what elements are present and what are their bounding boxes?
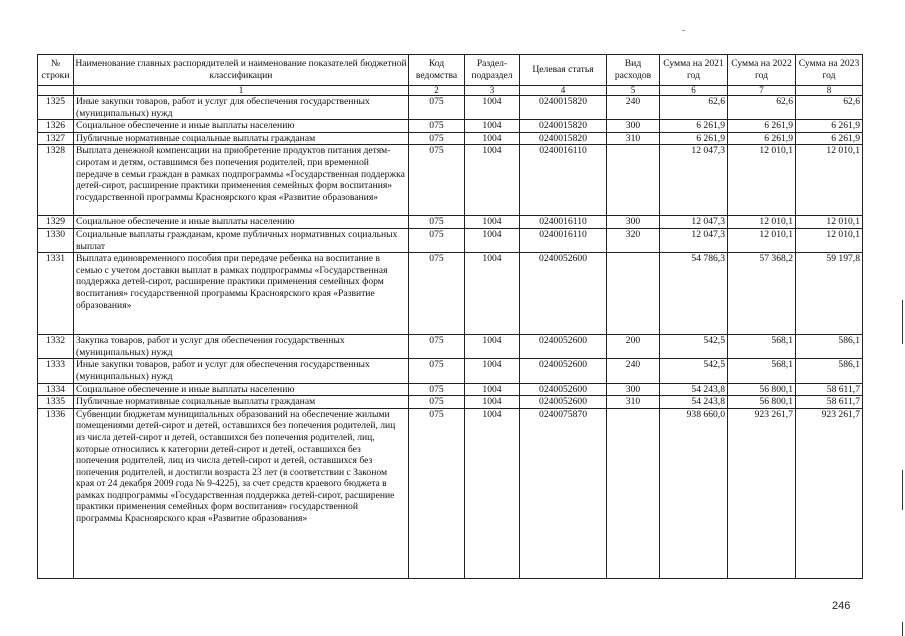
- row-section: 1004: [465, 145, 520, 216]
- table-row: [38, 359, 863, 383]
- table-row: [38, 132, 863, 145]
- row-number: 1327: [38, 132, 74, 145]
- row-sum-2021: 12 047,3: [660, 145, 728, 216]
- header-name: Наименование главных распорядителей и наименование показателей бюджетной классификации: [74, 55, 409, 86]
- row-kind: [607, 145, 660, 216]
- table-row: [38, 228, 863, 252]
- row-sum-2021: 542,5: [660, 359, 728, 383]
- row-sum-2023: 12 010,1: [796, 228, 863, 252]
- row-name: Субвенции бюджетам муниципальных образований на обеспечение жилыми помещениями детей-сирот и детей, оставшихся без попечения родителей, лиц из числа детей-сирот и детей, оставшихся без попечения родителей, лиц, которые относились к категории детей-сирот и детей, оставшихся без попечения родителей, лиц из числа детей-сирот и детей, оставшихся без попечения родителей, и достигли возраста 23 лет (в соответствии с Законом края от 24 декабря 2009 года № 9-4225), за счет средств краевого бюджета в рамках подпрограммы «Государственная поддержка детей-сирот, расширение практики применения семейных форм воспитания» государственной программы Красноярского края «Развитие образования»: [74, 408, 409, 578]
- row-code: 075: [409, 396, 465, 409]
- row-number: 1325: [38, 96, 74, 120]
- table-row: [38, 253, 863, 335]
- column-index: [38, 86, 74, 96]
- row-sum-2021: 54 243,8: [660, 396, 728, 409]
- row-kind: 310: [607, 132, 660, 145]
- row-sum-2021: 54 786,3: [660, 253, 728, 335]
- row-target: 0240016110: [520, 216, 607, 229]
- row-target: 0240052600: [520, 335, 607, 359]
- row-section: 1004: [465, 216, 520, 229]
- row-target: 0240015820: [520, 120, 607, 133]
- row-code: 075: [409, 383, 465, 396]
- table-row: [38, 335, 863, 359]
- row-code: 075: [409, 216, 465, 229]
- row-name: Социальное обеспечение и иные выплаты населению: [74, 216, 409, 229]
- row-sum-2021: 6 261,9: [660, 120, 728, 133]
- column-index: 4: [520, 86, 607, 96]
- row-target: 0240016110: [520, 145, 607, 216]
- row-number: 1333: [38, 359, 74, 383]
- row-kind: 300: [607, 383, 660, 396]
- row-kind: 300: [607, 120, 660, 133]
- table-row: [38, 383, 863, 396]
- column-index: 1: [74, 86, 409, 96]
- row-kind: 300: [607, 216, 660, 229]
- row-target: 0240015820: [520, 96, 607, 120]
- row-sum-2021: 542,5: [660, 335, 728, 359]
- header-sum-2021: Сумма на 2021 год: [660, 55, 728, 86]
- row-section: 1004: [465, 120, 520, 133]
- row-sum-2022: 568,1: [728, 335, 796, 359]
- row-sum-2023: 58 611,7: [796, 396, 863, 409]
- table-header: [38, 55, 863, 86]
- row-sum-2022: 56 800,1: [728, 383, 796, 396]
- row-code: 075: [409, 96, 465, 120]
- row-sum-2022: 923 261,7: [728, 408, 796, 578]
- row-sum-2021: 62,6: [660, 96, 728, 120]
- row-code: 075: [409, 132, 465, 145]
- table-row: [38, 216, 863, 229]
- row-target: 0240052600: [520, 359, 607, 383]
- margin-mark: [902, 622, 903, 636]
- row-sum-2023: 586,1: [796, 335, 863, 359]
- row-target: 0240016110: [520, 228, 607, 252]
- row-code: 075: [409, 359, 465, 383]
- row-sum-2022: 6 261,9: [728, 132, 796, 145]
- header-code: Код ведомства: [409, 55, 465, 86]
- table-row: [38, 396, 863, 409]
- row-sum-2022: 62,6: [728, 96, 796, 120]
- row-sum-2023: 59 197,8: [796, 253, 863, 335]
- margin-mark: [902, 300, 903, 344]
- row-sum-2021: 938 660,0: [660, 408, 728, 578]
- table-row: [38, 96, 863, 120]
- row-name: Социальное обеспечение и иные выплаты населению: [74, 120, 409, 133]
- column-index: 5: [607, 86, 660, 96]
- row-sum-2023: 6 261,9: [796, 132, 863, 145]
- row-code: 075: [409, 408, 465, 578]
- row-target: 0240052600: [520, 396, 607, 409]
- page-number: 246: [832, 600, 851, 612]
- table-body: [38, 86, 863, 579]
- row-section: 1004: [465, 408, 520, 578]
- row-target: 0240052600: [520, 383, 607, 396]
- row-sum-2023: 586,1: [796, 359, 863, 383]
- row-sum-2022: 12 010,1: [728, 228, 796, 252]
- row-number: 1336: [38, 408, 74, 578]
- row-section: 1004: [465, 335, 520, 359]
- header-sum-2023: Сумма на 2023 год: [796, 55, 863, 86]
- row-number: 1331: [38, 253, 74, 335]
- row-name: Публичные нормативные социальные выплаты гражданам: [74, 396, 409, 409]
- row-code: 075: [409, 145, 465, 216]
- row-sum-2022: 56 800,1: [728, 396, 796, 409]
- row-kind: 200: [607, 335, 660, 359]
- row-sum-2023: 62,6: [796, 96, 863, 120]
- row-name: Иные закупки товаров, работ и услуг для обеспечения государственных (муниципальных) нужд: [74, 359, 409, 383]
- column-index-row: [38, 86, 863, 96]
- table-row: [38, 120, 863, 133]
- row-section: 1004: [465, 383, 520, 396]
- row-number: 1328: [38, 145, 74, 216]
- column-index: 6: [660, 86, 728, 96]
- row-kind: [607, 408, 660, 578]
- header-num: № строки: [38, 55, 74, 86]
- row-number: 1326: [38, 120, 74, 133]
- row-sum-2022: 12 010,1: [728, 216, 796, 229]
- row-section: 1004: [465, 228, 520, 252]
- row-section: 1004: [465, 359, 520, 383]
- row-kind: 310: [607, 396, 660, 409]
- row-kind: 240: [607, 359, 660, 383]
- row-target: 0240052600: [520, 253, 607, 335]
- row-sum-2023: 12 010,1: [796, 145, 863, 216]
- row-number: 1335: [38, 396, 74, 409]
- header-target: Целевая статья: [520, 55, 607, 86]
- row-name: Публичные нормативные социальные выплаты гражданам: [74, 132, 409, 145]
- row-name: Закупка товаров, работ и услуг для обеспечения государственных (муниципальных) нужд: [74, 335, 409, 359]
- row-section: 1004: [465, 132, 520, 145]
- row-code: 075: [409, 120, 465, 133]
- row-code: 075: [409, 253, 465, 335]
- row-section: 1004: [465, 396, 520, 409]
- margin-mark: [902, 470, 903, 510]
- row-sum-2023: 923 261,7: [796, 408, 863, 578]
- row-sum-2022: 12 010,1: [728, 145, 796, 216]
- row-sum-2023: 6 261,9: [796, 120, 863, 133]
- row-sum-2021: 12 047,3: [660, 228, 728, 252]
- row-sum-2023: 58 611,7: [796, 383, 863, 396]
- row-name: Выплата денежной компенсации на приобретение продуктов питания детям-сиротам и детям, оставшимся без попечения родителей, при временной передаче в семьи граждан в рамках подпрограммы «Государственная поддержка детей-сирот, расширение практики применения семейных форм воспитания» государственной программы Красноярского края «Развитие образования»: [74, 145, 409, 216]
- row-kind: 320: [607, 228, 660, 252]
- row-sum-2021: 12 047,3: [660, 216, 728, 229]
- row-code: 075: [409, 335, 465, 359]
- row-sum-2022: 568,1: [728, 359, 796, 383]
- row-number: 1330: [38, 228, 74, 252]
- row-target: 0240015820: [520, 132, 607, 145]
- row-number: 1332: [38, 335, 74, 359]
- row-name: Выплата единовременного пособия при передаче ребенка на воспитание в семью с учетом доставки выплат в рамках подпрограммы «Государственная поддержка детей-сирот, расширение практики применения семейных форм воспитания» государственной программы Красноярского края «Развитие образования»: [74, 253, 409, 335]
- row-sum-2022: 57 368,2: [728, 253, 796, 335]
- row-section: 1004: [465, 253, 520, 335]
- row-sum-2021: 6 261,9: [660, 132, 728, 145]
- row-name: Социальные выплаты гражданам, кроме публичных нормативных социальных выплат: [74, 228, 409, 252]
- header-section: Раздел-подраздел: [465, 55, 520, 86]
- row-sum-2021: 54 243,8: [660, 383, 728, 396]
- table-row: [38, 408, 863, 578]
- column-index: 2: [409, 86, 465, 96]
- row-target: 0240075870: [520, 408, 607, 578]
- table-row: [38, 145, 863, 216]
- header-sum-2022: Сумма на 2022 год: [728, 55, 796, 86]
- budget-table: [37, 54, 863, 579]
- column-index: 3: [465, 86, 520, 96]
- row-kind: 240: [607, 96, 660, 120]
- column-index: 7: [728, 86, 796, 96]
- row-name: Социальное обеспечение и иные выплаты населению: [74, 383, 409, 396]
- row-number: 1329: [38, 216, 74, 229]
- row-name: Иные закупки товаров, работ и услуг для обеспечения государственных (муниципальных) нужд: [74, 96, 409, 120]
- scan-artifact: [682, 30, 685, 31]
- header-kind: Вид расходов: [607, 55, 660, 86]
- row-number: 1334: [38, 383, 74, 396]
- row-kind: [607, 253, 660, 335]
- row-sum-2023: 12 010,1: [796, 216, 863, 229]
- column-index: 8: [796, 86, 863, 96]
- row-code: 075: [409, 228, 465, 252]
- row-sum-2022: 6 261,9: [728, 120, 796, 133]
- row-section: 1004: [465, 96, 520, 120]
